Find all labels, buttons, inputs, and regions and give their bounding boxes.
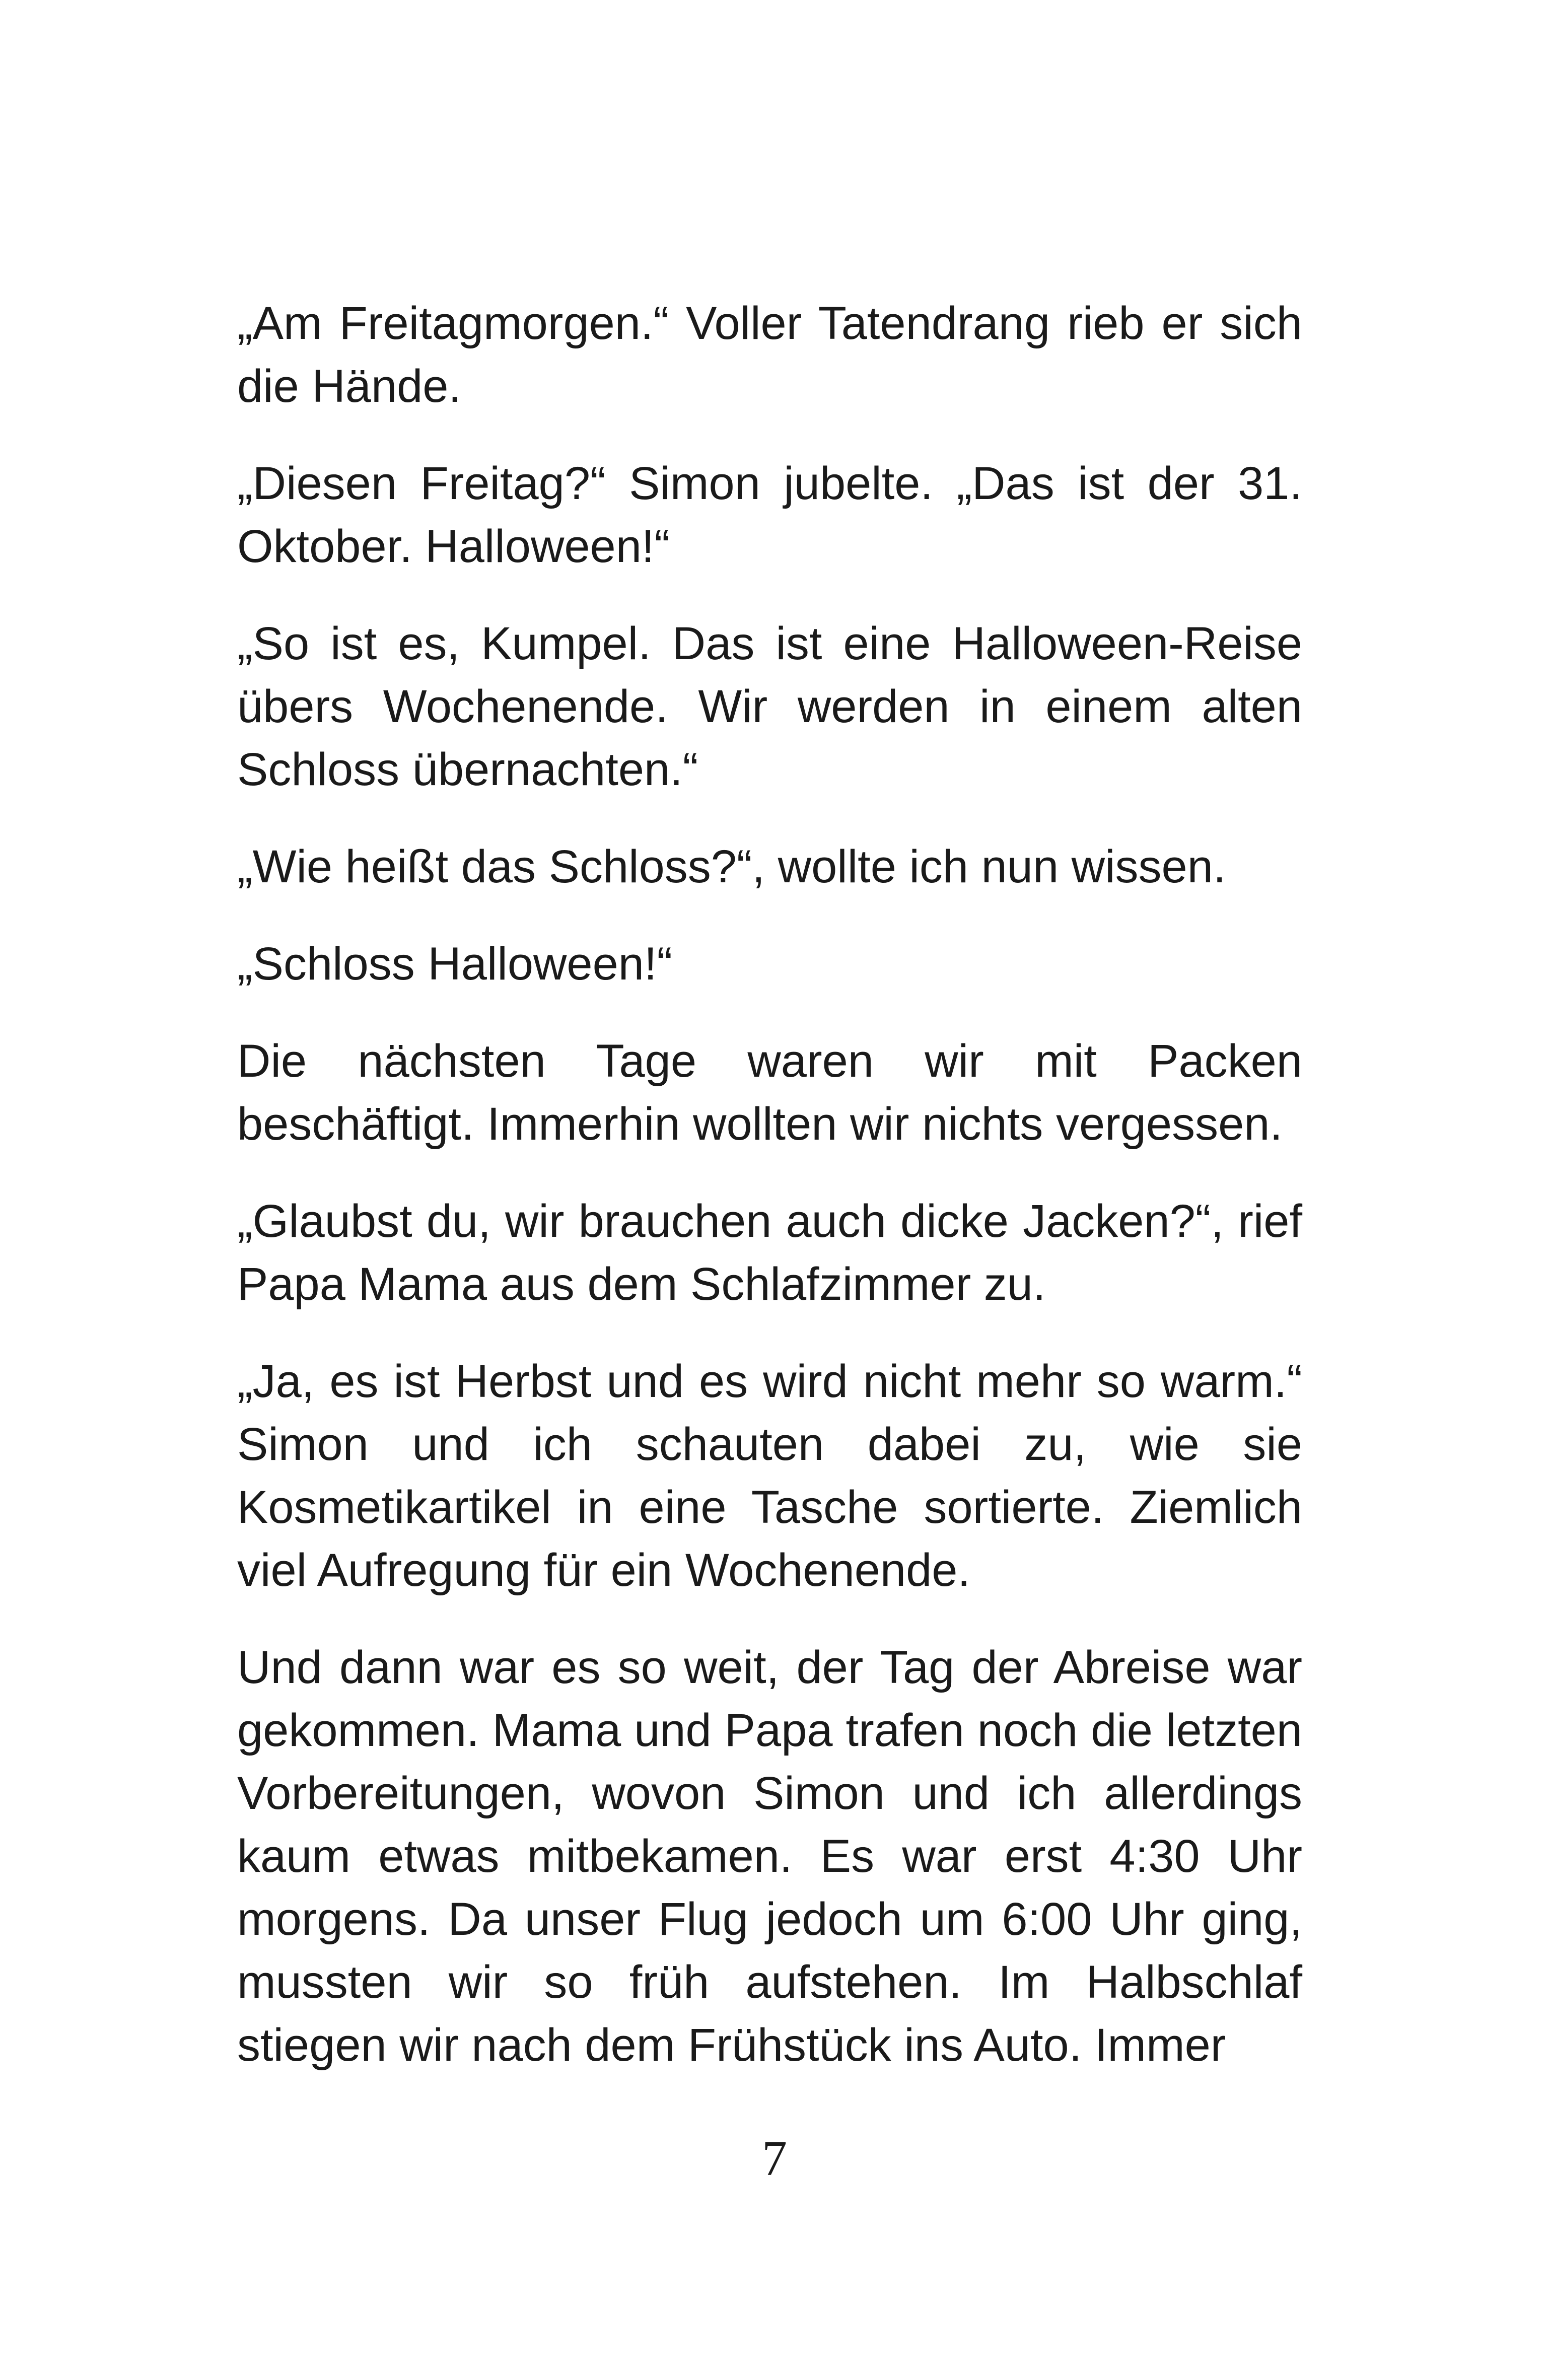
paragraph: „Glaubst du, wir brauchen auch dicke Jacken?“, rief Papa Mama aus dem Schlafzimmer zu. — [237, 1196, 1302, 1310]
body-text — [237, 292, 1302, 2111]
paragraph: Die nächsten Tage waren wir mit Packen beschäftigt. Immerhin wollten wir nichts vergessen. — [237, 1035, 1302, 1150]
paragraph: „Wie heißt das Schloss?“, wollte ich nun wissen. — [237, 841, 1226, 892]
page-number: 7 — [762, 2130, 787, 2186]
paragraph: „So ist es, Kumpel. Das ist eine Halloween-Reise übers Wochenende. Wir werden in einem alten Schloss übernachten.“ — [237, 618, 1302, 795]
paragraph: „Schloss Halloween!“ — [237, 938, 673, 990]
paragraph: „Ja, es ist Herbst und es wird nicht mehr so warm.“ Simon und ich schauten dabei zu, wie sie Kosmetikartikel in eine Tasche sortierte. Ziemlich viel Aufregung für ein Wochenende. — [237, 1356, 1302, 1596]
paragraph: Und dann war es so weit, der Tag der Abreise war gekommen. Mama und Papa trafen noch die letzten Vorbereitungen, wovon Simon und ich allerdings kaum etwas mitbekamen. Es war erst 4:30 Uhr morgens. Da unser Flug jedoch um 6:00 Uhr ging, mussten wir so früh aufstehen. Im Halbschlaf stiegen wir nach dem Frühstück ins Auto. Immer — [237, 1642, 1302, 2071]
paragraph: „Am Freitagmorgen.“ Voller Tatendrang rieb er sich die Hände. — [237, 298, 1302, 412]
paragraph: „Diesen Freitag?“ Simon jubelte. „Das ist der 31. Oktober. Halloween!“ — [237, 458, 1302, 572]
